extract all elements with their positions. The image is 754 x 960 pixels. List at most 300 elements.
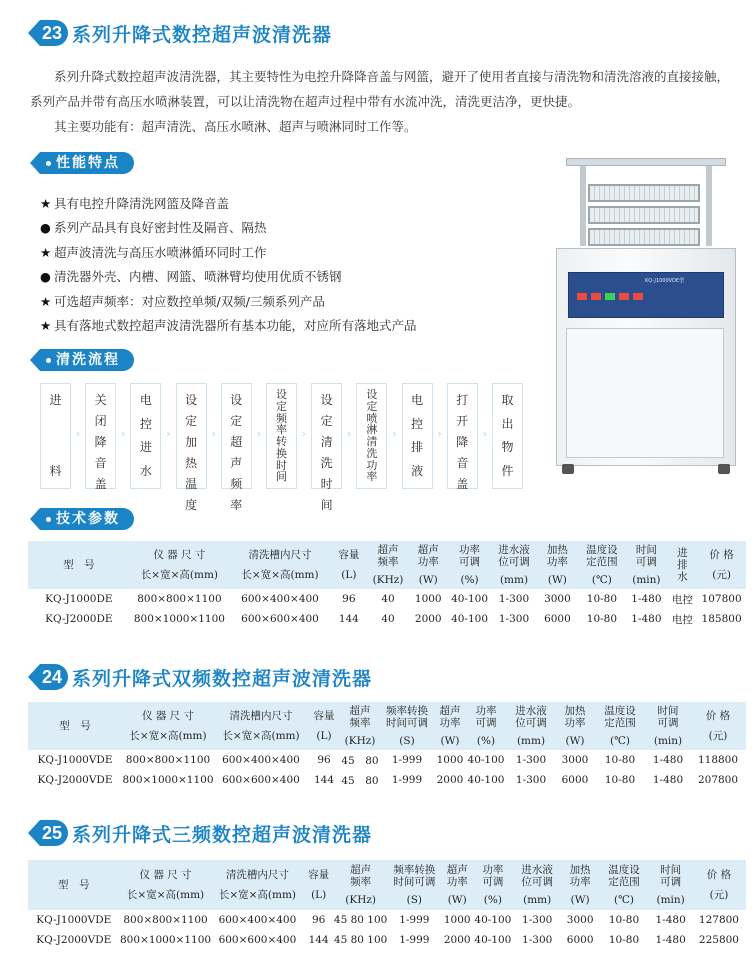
arrow-right-icon: › (166, 427, 171, 440)
process-step (266, 383, 297, 489)
col-header-unit: (W) (547, 574, 567, 586)
process-step-char: 打 (456, 393, 469, 407)
feature-item (40, 265, 520, 289)
table-row (28, 750, 746, 770)
machine-basket (588, 184, 700, 202)
col-header (28, 860, 120, 910)
chevron-left-icon (30, 152, 40, 174)
section-heading: 系列升降式双频数控超声波清洗器 (72, 667, 373, 690)
col-header-text: 加热功率 (546, 544, 568, 568)
star-icon: ★ (40, 293, 52, 309)
machine-rail (706, 166, 712, 246)
col-header-text: 时间可调 (660, 864, 682, 888)
process-step-char: 洗 (320, 456, 333, 470)
process-step (447, 383, 478, 489)
table-cell: 107800 (701, 593, 742, 605)
process-step-char: 设 (276, 388, 287, 401)
features-heading (30, 152, 134, 174)
display-icon (619, 293, 629, 300)
col-header (367, 541, 409, 589)
dot-icon (46, 358, 51, 363)
arrow-right-icon: › (256, 427, 261, 440)
features-list (40, 192, 520, 338)
section-25-title (28, 818, 372, 848)
table-cell: 10-80 (604, 774, 636, 786)
table-cell: 800×800×1100 (137, 593, 222, 605)
col-header-text: 超声功率 (417, 544, 439, 568)
table-cell: 2000 (436, 774, 464, 786)
table-cell: 1-300 (498, 593, 530, 605)
process-step-char: 取 (501, 393, 514, 407)
section-23-title (28, 18, 332, 48)
process-step-char: 定 (230, 414, 243, 428)
col-header-unit: (W) (570, 894, 590, 906)
col-header-text: 清洗槽内尺寸 (225, 869, 289, 881)
process-step-char: 加 (185, 435, 198, 449)
arrow-right-icon: › (211, 427, 216, 440)
col-header (506, 702, 556, 750)
table-cell: 40 (381, 613, 395, 625)
col-header-text: 仪 器 尺 寸 (153, 549, 206, 561)
table-cell: 2000 (443, 934, 471, 946)
col-header-unit: (L) (341, 569, 357, 581)
process-step-char: 频 (276, 411, 287, 425)
process-step (176, 383, 207, 512)
bullet-icon: ● (40, 220, 51, 236)
table-cell: 6000 (566, 934, 594, 946)
table-cell: 1-300 (515, 754, 547, 766)
process-step-char: 频 (230, 477, 243, 491)
table-cell: 6000 (544, 613, 571, 625)
table-cell: 40-100 (474, 914, 512, 926)
table-cell: KQ-J2000VDE (37, 774, 113, 786)
table-cell: KQ-J1000DE (45, 593, 113, 605)
col-header (536, 541, 578, 589)
col-header-unit: (W) (565, 735, 585, 747)
process-step-char: 件 (501, 463, 514, 478)
table-cell: 800×1000×1100 (122, 774, 214, 786)
process-step-char: 水 (139, 463, 152, 478)
col-header-text: 时间可调 (657, 705, 679, 729)
process-step-char: 洗 (366, 446, 378, 460)
chevron-left-icon (30, 508, 40, 530)
col-header-unit: (%) (476, 735, 496, 747)
table-cell: 600×600×400 (241, 613, 319, 625)
section-heading: 系列升降式数控超声波清洗器 (72, 23, 333, 46)
process-step-char: 定 (185, 414, 198, 428)
feature-item (40, 241, 520, 265)
process-step-char: 度 (185, 498, 198, 512)
process-step (40, 383, 71, 489)
col-header (697, 541, 746, 589)
table-cell: 800×800×1100 (125, 754, 211, 766)
table-cell: 6000 (561, 774, 589, 786)
display-icon (633, 293, 643, 300)
col-header-text: 超声功率 (446, 864, 468, 888)
process-step-char: 喷 (366, 411, 378, 425)
col-header (668, 541, 698, 589)
table-cell: 40-100 (467, 754, 505, 766)
process-step-char: 时 (276, 458, 287, 472)
process-step-char: 时 (320, 477, 333, 491)
machine-door (566, 328, 724, 458)
col-header-text: 功率可调 (459, 544, 481, 568)
col-header-unit: (min) (632, 574, 661, 586)
table-cell: 600×400×400 (218, 914, 297, 926)
section-number: 23 (40, 20, 68, 46)
spec-table-25 (28, 860, 746, 950)
arrow-right-icon: › (437, 427, 442, 440)
table-cell: 电控 (671, 593, 693, 606)
process-step-char: 转 (276, 435, 287, 449)
col-header-text: 清洗槽内尺寸 (248, 549, 312, 561)
table-cell: 600×400×400 (222, 754, 300, 766)
table-row (28, 910, 746, 930)
col-header-unit: (KHz) (372, 574, 404, 586)
table-cell: 40-100 (451, 593, 489, 605)
col-header-unit: (元) (708, 730, 728, 742)
table-cell: 3000 (566, 914, 594, 926)
chevron-left-icon (28, 20, 40, 46)
table-cell: 185800 (701, 613, 742, 625)
table-cell: 127800 (698, 914, 739, 926)
col-header (130, 541, 230, 589)
col-header (28, 541, 130, 589)
col-header (447, 541, 491, 589)
col-header-text: 容量 (338, 549, 360, 561)
table-cell: 96 (317, 754, 331, 766)
features-heading-label: 性能特点 (56, 155, 120, 171)
feature-text: 可选超声频率：对应数控单频/双频/三频系列产品 (54, 293, 325, 309)
col-header-unit: 长×宽×高(mm) (140, 569, 219, 581)
col-header (599, 860, 650, 910)
table-cell: 2000 (414, 613, 442, 625)
process-step-char: 定 (320, 414, 333, 428)
process-step-char: 率 (366, 470, 378, 484)
process-step (85, 383, 116, 489)
table-header-row (28, 860, 746, 910)
table-cell: 1-480 (631, 593, 662, 605)
col-header-unit: (元) (712, 569, 731, 581)
table-cell: 600×600×400 (222, 774, 300, 786)
arrow-right-icon: › (75, 427, 81, 440)
col-header-unit: (mm) (523, 894, 552, 906)
table-cell: 144 (308, 934, 329, 946)
table-cell: 电控 (671, 613, 693, 626)
table-cell: 45 80 100 (333, 934, 388, 946)
table-cell: 144 (338, 613, 359, 625)
col-header-text: 仪 器 尺 寸 (139, 869, 192, 881)
arrow-right-icon: › (346, 427, 352, 440)
col-header (473, 860, 513, 910)
arrow-right-icon: › (120, 427, 126, 440)
table-cell: 207800 (697, 774, 739, 786)
col-header-unit: (min) (653, 735, 683, 747)
table-cell: KQ-J2000VDE (36, 934, 112, 946)
feature-item (40, 314, 520, 338)
col-header-text: 超声频率 (350, 864, 372, 888)
process-step-char: 盖 (94, 477, 107, 491)
col-header-text: 进水液位可调 (521, 864, 553, 888)
col-header-unit: (W) (447, 894, 467, 906)
intro-line-3: 其主要功能有：超声清洗、高压水喷淋、超声与喷淋同时工作等。 (54, 119, 417, 134)
process-step-char: 率 (230, 498, 243, 512)
display-icon (591, 293, 601, 300)
table-cell: 40-100 (474, 934, 512, 946)
col-header (492, 541, 536, 589)
table-cell: 1000 (443, 914, 471, 926)
section-heading: 系列升降式三频数控超声波清洗器 (72, 823, 373, 846)
col-header-unit: (L) (316, 730, 332, 742)
col-header-unit: (KHz) (345, 894, 376, 906)
col-header-text: 容量 (308, 869, 330, 881)
process-step-char: 设 (230, 393, 243, 407)
table-cell: 118800 (697, 754, 739, 766)
process-step-char: 淋 (366, 423, 378, 437)
col-header-unit: 长×宽×高(mm) (222, 730, 300, 742)
table-cell: 45 80 (341, 754, 379, 767)
star-icon: ★ (40, 318, 52, 334)
table-cell: 1-480 (655, 914, 686, 926)
process-step-char: 换 (276, 446, 287, 460)
star-icon: ★ (40, 244, 52, 260)
table-cell: 45 80 (341, 774, 379, 787)
col-header (649, 860, 692, 910)
feature-text: 清洗器外壳、内槽、网篮、喷淋臂均使用优质不锈钢 (54, 269, 342, 285)
col-header (441, 860, 473, 910)
process-step (356, 383, 387, 489)
process-step-char: 清 (366, 435, 378, 449)
tech-heading (30, 508, 134, 530)
process-step-char: 排 (411, 440, 424, 455)
col-header (562, 860, 599, 910)
col-header (28, 702, 122, 750)
dot-icon (46, 517, 51, 522)
col-header-unit: (min) (656, 894, 685, 906)
process-step-char: 控 (411, 416, 424, 431)
table-cell: 3000 (561, 754, 589, 766)
table-cell: 1-999 (399, 934, 430, 946)
process-step-char: 音 (94, 456, 107, 470)
col-header-unit: 长×宽×高(mm) (126, 889, 205, 901)
process-heading (30, 349, 134, 371)
process-step-char: 电 (411, 393, 424, 407)
table-cell: 10-80 (608, 934, 640, 946)
table-cell: 144 (313, 774, 335, 786)
col-header-text: 型 号 (63, 559, 95, 571)
process-step-char: 闭 (94, 414, 107, 428)
col-header (594, 702, 646, 750)
col-header-unit: (KHz) (344, 735, 376, 747)
table-cell: 1-999 (391, 754, 423, 766)
col-header-unit: (L) (311, 889, 327, 901)
process-step-char: 超 (230, 435, 243, 449)
col-header-unit: (S) (399, 735, 415, 747)
col-header-text: 进排水 (677, 547, 688, 583)
table-cell: 1-480 (631, 613, 662, 625)
table-row (28, 930, 746, 950)
col-header-unit: (S) (406, 894, 423, 906)
display-icon (577, 293, 587, 300)
col-header (303, 860, 333, 910)
col-header-text: 加热功率 (569, 864, 591, 888)
spec-table-23 (28, 541, 746, 629)
table-cell: 96 (342, 593, 356, 605)
col-header-text: 温度设定范围 (604, 705, 636, 729)
table-cell: 1-300 (522, 914, 553, 926)
col-header-text: 频率转换时间可调 (386, 705, 428, 729)
dot-icon (46, 161, 51, 166)
table-cell: 1-300 (515, 774, 547, 786)
col-header-text: 超声频率 (349, 705, 371, 729)
col-header (211, 860, 303, 910)
table-cell: 800×800×1100 (123, 914, 208, 926)
col-header-text: 时间可调 (635, 544, 657, 568)
section-24-title (28, 662, 372, 692)
table-row (28, 609, 746, 629)
process-step-char: 进 (139, 440, 152, 455)
col-header-text: 温度设定范围 (586, 544, 618, 568)
machine-rail (580, 166, 586, 246)
process-step-char: 间 (320, 498, 333, 512)
table-cell: 1-480 (652, 774, 684, 786)
process-step-char: 清 (320, 435, 333, 449)
col-header (122, 702, 214, 750)
intro-line-1: 系列升降式数控超声波清洗器，其主要特性为电控升降降音盖与网篮，避开了使用者直接与清洗物和清洗溶液的直接接触， (54, 69, 730, 84)
col-header-unit: 长×宽×高(mm) (129, 730, 207, 742)
col-header (625, 541, 667, 589)
process-step-char: 物 (501, 440, 514, 455)
process-step-char: 定 (366, 399, 378, 413)
feature-text: 系列产品具有良好密封性及隔音、隔热 (54, 220, 267, 236)
chevron-left-icon (28, 664, 40, 690)
col-header-unit: (mm) (499, 574, 529, 586)
process-step (402, 383, 433, 489)
col-header (646, 702, 690, 750)
feature-text: 具有落地式数控超声波清洗器所有基本功能，对应所有落地式产品 (54, 318, 417, 334)
col-header (334, 860, 387, 910)
feature-item (40, 216, 520, 240)
col-header-unit: (℃) (610, 735, 630, 747)
col-header-text: 频率转换时间可调 (393, 864, 436, 888)
table-row (28, 770, 746, 790)
product-image (548, 156, 740, 476)
arrow-right-icon: › (392, 427, 397, 440)
process-step (221, 383, 252, 512)
arrow-right-icon: › (482, 427, 487, 440)
col-header-unit: (℃) (614, 894, 634, 906)
machine-basket (588, 228, 700, 246)
table-cell: 600×600×400 (218, 934, 297, 946)
process-heading-label: 清洗流程 (56, 352, 120, 368)
process-step (492, 383, 523, 489)
col-header (556, 702, 594, 750)
col-header-unit: (%) (483, 894, 502, 906)
col-header (331, 541, 367, 589)
process-step-char: 控 (139, 416, 152, 431)
machine-lid (566, 158, 726, 166)
col-header (579, 541, 626, 589)
process-step (311, 383, 342, 512)
col-header (513, 860, 562, 910)
feature-item (40, 290, 520, 314)
table-cell: 45 80 100 (333, 914, 388, 926)
feature-text: 超声波清洗与高压水喷淋循环同时工作 (54, 244, 267, 260)
control-panel (568, 272, 724, 318)
process-step-char: 设 (320, 393, 333, 407)
display-icon (605, 293, 615, 300)
col-header (466, 702, 506, 750)
process-step-char: 声 (230, 456, 243, 470)
col-header (214, 702, 308, 750)
col-header-unit: (mm) (516, 735, 546, 747)
col-header-text: 型 号 (58, 879, 90, 891)
table-cell: 1-999 (399, 914, 430, 926)
col-header-unit: (℃) (591, 574, 612, 586)
tech-heading-label: 技术参数 (56, 511, 120, 527)
col-header (340, 702, 380, 750)
table-header-row (28, 541, 746, 589)
process-step-char: 液 (411, 463, 424, 478)
col-header-text: 加热功率 (564, 705, 586, 729)
col-header-text: 仪 器 尺 寸 (141, 710, 194, 722)
col-header-text: 容量 (313, 710, 335, 722)
chevron-left-icon (30, 349, 40, 371)
process-step-char: 温 (185, 477, 198, 491)
col-header (690, 702, 746, 750)
table-cell: KQ-J2000DE (45, 613, 113, 625)
table-cell: 1000 (414, 593, 442, 605)
process-step-char: 降 (94, 435, 107, 449)
section-number: 24 (40, 664, 68, 690)
process-step-char: 间 (276, 470, 287, 484)
table-cell: 800×1000×1100 (133, 613, 225, 625)
col-header-text: 进水液位可调 (515, 705, 547, 729)
process-step (130, 383, 161, 489)
col-header-text: 温度设定范围 (608, 864, 640, 888)
process-flow (40, 383, 530, 512)
wheel-icon (562, 464, 574, 474)
table-cell: 225800 (698, 934, 739, 946)
feature-item (40, 192, 520, 216)
col-header-unit: 长×宽×高(mm) (241, 569, 319, 581)
process-step-char: 盖 (456, 477, 469, 491)
col-header-text: 超声频率 (377, 544, 399, 568)
process-step-char: 热 (185, 456, 198, 470)
table-cell: 1-300 (498, 613, 530, 625)
process-step-char: 设 (185, 393, 198, 407)
table-cell: 40 (381, 593, 395, 605)
col-header-text: 价 格 (706, 869, 732, 881)
col-header (380, 702, 434, 750)
process-step-char: 设 (366, 388, 378, 401)
process-step-char: 开 (456, 414, 469, 428)
process-step-char: 音 (456, 456, 469, 470)
table-cell: 10-80 (604, 754, 636, 766)
col-header (229, 541, 331, 589)
table-row (28, 589, 746, 609)
table-cell: 800×1000×1100 (119, 934, 212, 946)
col-header (409, 541, 447, 589)
table-cell: 1-480 (652, 754, 684, 766)
process-step-char: 功 (366, 458, 378, 472)
table-cell: 96 (311, 914, 326, 926)
table-cell: 1-480 (655, 934, 686, 946)
col-header (120, 860, 212, 910)
col-header-text: 价 格 (705, 710, 731, 722)
table-cell: 1000 (436, 754, 464, 766)
col-header (434, 702, 466, 750)
